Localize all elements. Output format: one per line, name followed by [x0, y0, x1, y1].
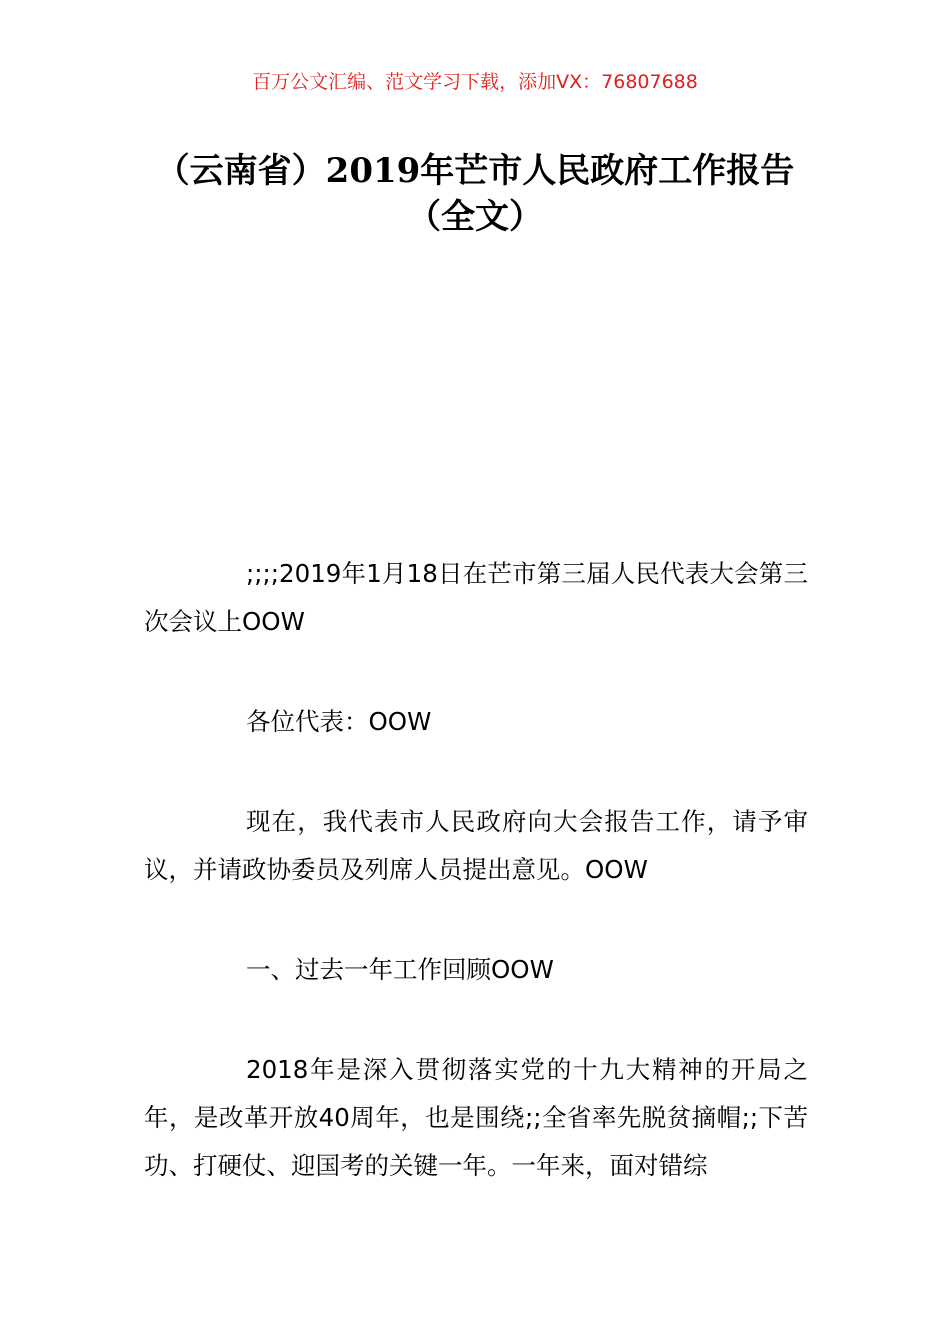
review-paragraph: 2018年是深入贯彻落实党的十九大精神的开局之年，是改革开放40周年，也是围绕;;全省率先脱贫摘帽;;下苦功、打硬仗、迎国考的关键一年。一年来，面对错综 — [144, 1055, 808, 1180]
salutation-paragraph: 各位代表：OOW — [246, 707, 432, 736]
document-title — [100, 148, 850, 240]
intro-paragraph: 现在，我代表市人民政府向大会报告工作，请予审议，并请政协委员及列席人员提出意见。OOW — [144, 807, 808, 884]
section-heading: 一、过去一年工作回顾OOW — [246, 955, 554, 984]
meeting-date-paragraph: ;;;;2019年1月18日在芒市第三届人民代表大会第三次会议上OOW — [144, 559, 808, 636]
title-line-2: （全文） — [407, 197, 543, 237]
header-watermark-note: 百万公文汇编、范文学习下载，添加VX：76807688 — [252, 71, 698, 93]
title-line-1: （云南省）2019年芒市人民政府工作报告 — [155, 151, 795, 191]
